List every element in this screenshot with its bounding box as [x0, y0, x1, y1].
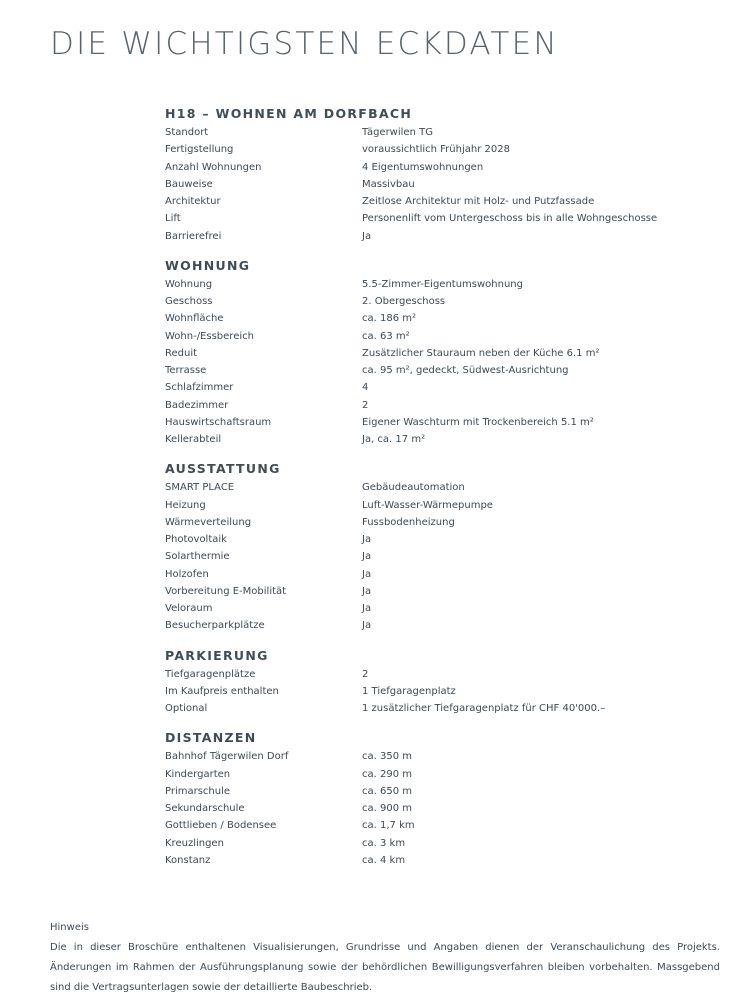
fact-label: Wohnung — [165, 278, 213, 290]
fact-value: ca. 290 m — [362, 768, 412, 780]
fact-label: Optional — [165, 703, 208, 714]
fact-row — [165, 617, 685, 634]
fact-value: Ja — [362, 620, 372, 632]
fact-row — [165, 210, 685, 227]
fact-value: ca. 186 m² — [362, 313, 416, 325]
fact-label: Lift — [165, 213, 181, 225]
fact-label: Hauswirtschaftsraum — [165, 416, 272, 428]
fact-value: Personenlift vom Untergeschoss bis in alle Wohngeschosse — [362, 213, 658, 225]
fact-label: Holzofen — [165, 568, 209, 580]
fact-label: Wohn-/Essbereich — [165, 330, 254, 342]
fact-label: Standort — [165, 127, 209, 138]
fact-value: Luft-Wasser-Wärmepumpe — [362, 499, 493, 511]
fact-value: Zeitlose Architektur mit Holz- und Putzfassade — [362, 196, 595, 207]
fact-label: Kellerabteil — [165, 434, 222, 445]
fact-row — [165, 766, 685, 783]
fact-row — [165, 666, 685, 683]
fact-row — [165, 783, 685, 800]
fact-label: Wärmeverteilung — [165, 516, 252, 528]
key-facts-list — [165, 103, 685, 869]
fact-value: 2. Obergeschoss — [362, 296, 446, 307]
fact-value: 4 Eigentumswohnungen — [362, 161, 484, 173]
fact-value: Ja — [362, 568, 372, 580]
section-heading: AUSSTATTUNG — [165, 461, 281, 477]
fact-row — [165, 600, 685, 617]
fact-value: 5.5-Zimmer-Eigentumswohnung — [362, 278, 523, 290]
fact-value: 2 — [362, 399, 369, 411]
fact-label: Architektur — [165, 196, 221, 207]
fact-value: ca. 650 m — [362, 785, 412, 797]
fact-value: Massivbau — [362, 178, 415, 190]
fact-label: Reduit — [165, 347, 198, 359]
fact-label: Barrierefrei — [165, 230, 222, 242]
fact-row — [165, 514, 685, 531]
fact-label: Konstanz — [165, 854, 211, 866]
facts-section — [165, 727, 685, 869]
fact-label: Veloraum — [165, 603, 213, 614]
fact-row — [165, 497, 685, 514]
fact-row — [165, 683, 685, 700]
facts-section — [165, 103, 685, 245]
fact-value: Ja — [362, 534, 372, 545]
fact-value: 1 zusätzlicher Tiefgaragenplatz für CHF 40'000.– — [362, 703, 606, 714]
fact-value: Gebäudeautomation — [362, 482, 465, 494]
fact-label: Wohnfläche — [165, 313, 224, 325]
fact-row — [165, 700, 685, 717]
fact-row — [165, 345, 685, 362]
fact-row — [165, 276, 685, 293]
fact-row — [165, 431, 685, 448]
fact-value: 4 — [362, 382, 369, 394]
fact-label: Im Kaufpreis enthalten — [165, 685, 279, 697]
section-heading: DISTANZEN — [165, 730, 257, 746]
fact-value: Ja — [362, 603, 372, 614]
fact-row — [165, 379, 685, 396]
fact-value: Fussbodenheizung — [362, 516, 455, 528]
fact-row — [165, 228, 685, 245]
fact-row — [165, 852, 685, 869]
fact-row — [165, 748, 685, 765]
fact-row — [165, 479, 685, 496]
fact-label: Schlafzimmer — [165, 382, 234, 394]
fact-row — [165, 124, 685, 141]
page-title: DIE WICHTIGSTEN ECKDATEN — [50, 26, 559, 62]
fact-value: Ja, ca. 17 m² — [362, 434, 426, 445]
fact-label: Sekundarschule — [165, 803, 245, 814]
disclaimer-heading: Hinweis — [50, 922, 89, 933]
fact-value: ca. 3 km — [362, 837, 406, 849]
fact-row — [165, 310, 685, 327]
fact-value: ca. 350 m — [362, 751, 412, 763]
fact-row — [165, 583, 685, 600]
fact-label: Badezimmer — [165, 399, 229, 411]
fact-row — [165, 193, 685, 210]
fact-value: Tägerwilen TG — [362, 127, 433, 138]
fact-value: Ja — [362, 230, 372, 242]
fact-value: Zusätzlicher Stauraum neben der Küche 6.1 m² — [362, 347, 600, 359]
fact-row — [165, 566, 685, 583]
facts-section — [165, 255, 685, 449]
fact-value: Eigener Waschturm mit Trockenbereich 5.1 m² — [362, 416, 594, 428]
fact-label: Solarthermie — [165, 551, 230, 563]
fact-row — [165, 835, 685, 852]
fact-value: ca. 1,7 km — [362, 820, 415, 832]
fact-label: Vorbereitung E-Mobilität — [165, 585, 287, 597]
section-heading: H18 – WOHNEN AM DORFBACH — [165, 106, 413, 121]
facts-section — [165, 458, 685, 634]
facts-section — [165, 645, 685, 718]
fact-row — [165, 362, 685, 379]
fact-value: ca. 4 km — [362, 854, 406, 866]
fact-value: ca. 63 m² — [362, 330, 410, 342]
fact-row — [165, 293, 685, 310]
disclaimer-text: Die in dieser Broschüre enthaltenen Visualisierungen, Grundrisse und Angaben dienen der Veranschaulichung des Projekts. Änderungen im Rahmen der Ausführungsplanung sowie der behördlichen Bewilligungsverfahren bleiben vorbehalten. Massgebend sind die Vertragsunterlagen sowie der detaillierte Baubeschrieb. — [50, 942, 720, 993]
fact-label: Terrasse — [165, 365, 207, 376]
fact-label: SMART PLACE — [165, 482, 235, 494]
disclaimer-note — [50, 918, 720, 998]
fact-row — [165, 328, 685, 345]
fact-label: Bahnhof Tägerwilen Dorf — [165, 751, 289, 763]
section-heading: WOHNUNG — [165, 257, 251, 273]
fact-label: Bauweise — [165, 178, 213, 190]
fact-row — [165, 414, 685, 431]
fact-label: Primarschule — [165, 785, 231, 797]
fact-label: Gottlieben / Bodensee — [165, 820, 277, 832]
fact-row — [165, 397, 685, 414]
fact-row — [165, 531, 685, 548]
fact-label: Kindergarten — [165, 768, 231, 780]
fact-value: ca. 95 m², gedeckt, Südwest-Ausrichtung — [362, 365, 569, 376]
section-heading: PARKIERUNG — [165, 647, 269, 663]
fact-row — [165, 817, 685, 834]
fact-row — [165, 548, 685, 565]
fact-label: Kreuzlingen — [165, 837, 224, 849]
fact-value: ca. 900 m — [362, 803, 412, 814]
fact-label: Heizung — [165, 499, 206, 511]
fact-row — [165, 176, 685, 193]
fact-label: Photovoltaik — [165, 534, 227, 545]
fact-value: voraussichtlich Frühjahr 2028 — [362, 144, 510, 156]
fact-label: Fertigstellung — [165, 144, 234, 156]
fact-row — [165, 800, 685, 817]
fact-value: Ja — [362, 585, 372, 597]
fact-label: Geschoss — [165, 296, 213, 307]
fact-label: Anzahl Wohnungen — [165, 161, 262, 173]
fact-label: Tiefgaragenplätze — [165, 668, 256, 680]
fact-row — [165, 159, 685, 176]
fact-value: 2 — [362, 668, 369, 680]
fact-value: 1 Tiefgaragenplatz — [362, 685, 456, 697]
fact-value: Ja — [362, 551, 372, 563]
fact-row — [165, 141, 685, 158]
fact-label: Besucherparkplätze — [165, 620, 265, 632]
